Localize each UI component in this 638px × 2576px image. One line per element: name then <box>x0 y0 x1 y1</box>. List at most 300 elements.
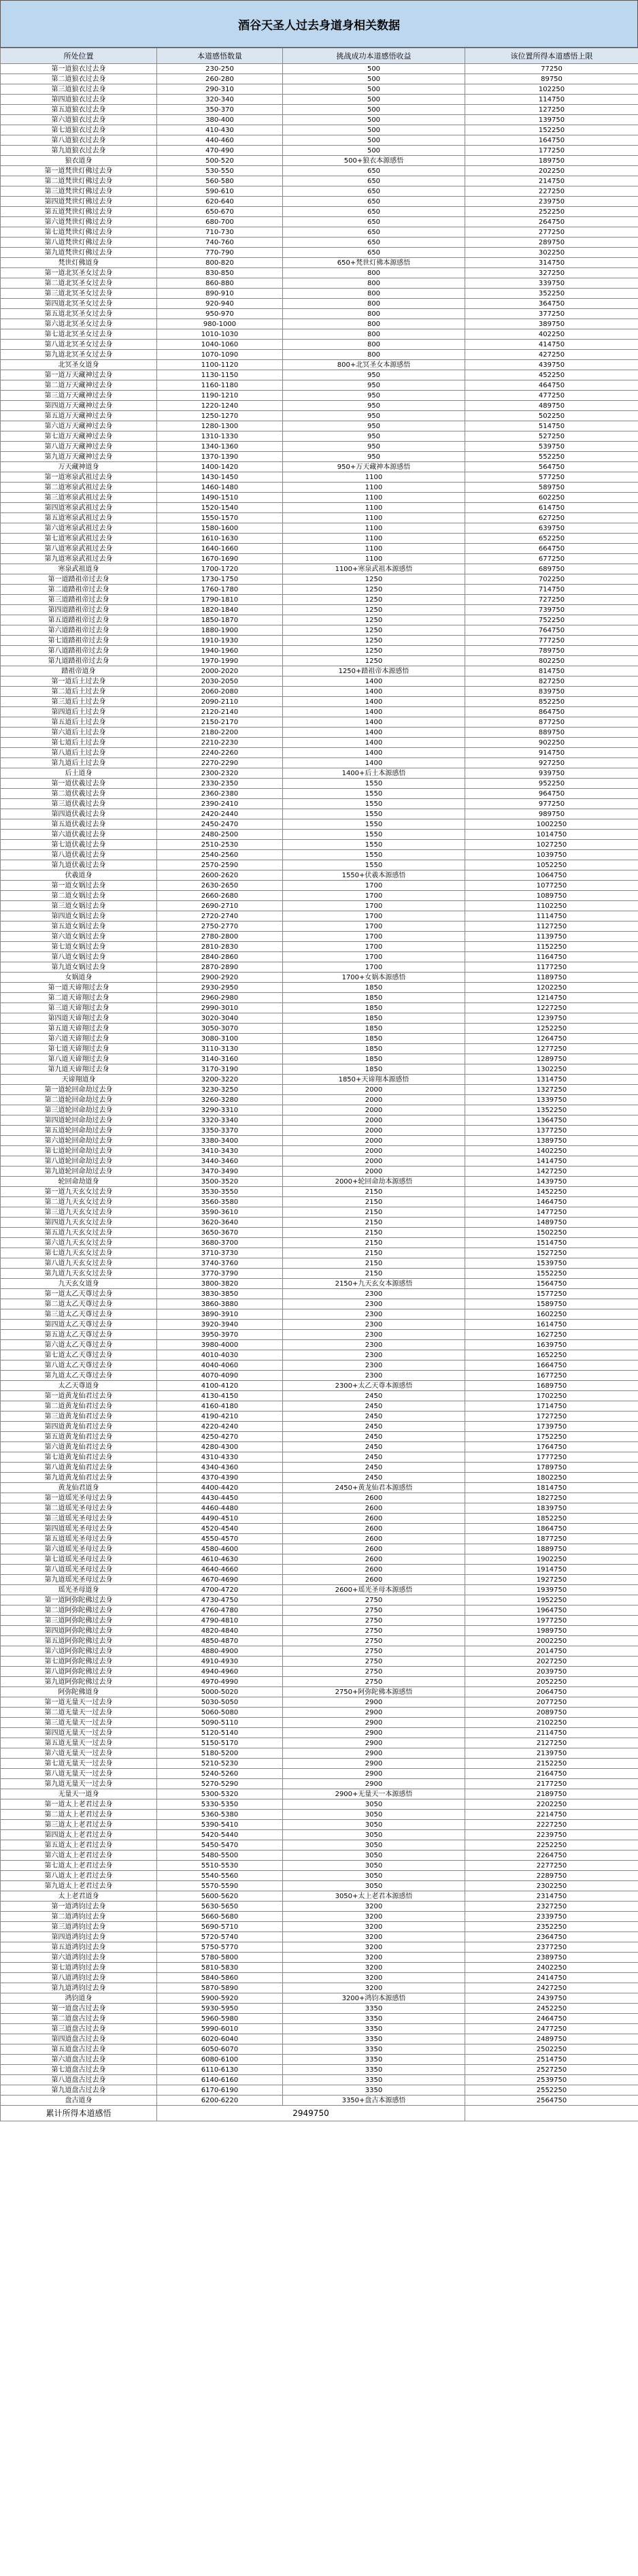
cell-reward: 950 <box>283 431 465 442</box>
cell-cap: 2102250 <box>465 1718 638 1728</box>
cell-count: 1970-1990 <box>157 656 283 666</box>
cell-reward: 2300 <box>283 1320 465 1330</box>
cell-cap: 2477250 <box>465 2024 638 2034</box>
cell-count: 5540-5560 <box>157 1871 283 1881</box>
cell-reward: 3050 <box>283 1881 465 1891</box>
cell-cap: 839750 <box>465 687 638 697</box>
cell-position: 第二道踏祖帝过去身 <box>1 585 157 595</box>
table-row <box>1 1371 638 1381</box>
table-row <box>1 135 638 146</box>
cell-count: 4250-4270 <box>157 1432 283 1442</box>
cell-position: 第六道伏羲过去身 <box>1 830 157 840</box>
cell-reward: 500 <box>283 95 465 105</box>
table-row <box>1 819 638 830</box>
cell-cap: 1314750 <box>465 1075 638 1085</box>
cell-count: 2600-2620 <box>157 870 283 881</box>
cell-position: 第一道北冥圣女过去身 <box>1 268 157 278</box>
cell-reward: 2000 <box>283 1156 465 1167</box>
cell-cap: 2239750 <box>465 1830 638 1840</box>
cell-cap: 2314750 <box>465 1891 638 1902</box>
table-row <box>1 1514 638 1524</box>
cell-cap: 1652250 <box>465 1350 638 1360</box>
table-row <box>1 1013 638 1024</box>
cell-position: 第七道狼衣过去身 <box>1 125 157 135</box>
cell-cap: 864750 <box>465 707 638 717</box>
total-label: 累计所得本道感悟 <box>1 2106 157 2121</box>
cell-reward: 3050 <box>283 1820 465 1830</box>
cell-count: 1130-1150 <box>157 370 283 380</box>
cell-position: 第四道寒泉武祖过去身 <box>1 503 157 513</box>
cell-count: 5990-6010 <box>157 2024 283 2034</box>
cell-position: 第二道狼衣过去身 <box>1 74 157 84</box>
cell-cap: 1777250 <box>465 1452 638 1463</box>
cell-position: 梵世灯佛道身 <box>1 258 157 268</box>
cell-count: 3020-3040 <box>157 1013 283 1024</box>
cell-cap: 2552250 <box>465 2085 638 2096</box>
cell-position: 第四道狼衣过去身 <box>1 95 157 105</box>
cell-reward: 1250 <box>283 646 465 656</box>
table-row <box>1 1697 638 1708</box>
cell-reward: 3200 <box>283 1922 465 1932</box>
cell-count: 3530-3550 <box>157 1187 283 1197</box>
cell-reward: 2300 <box>283 1330 465 1340</box>
cell-position: 第七道踏祖帝过去身 <box>1 636 157 646</box>
cell-count: 3290-3310 <box>157 1105 283 1115</box>
cell-reward: 2000 <box>283 1167 465 1177</box>
cell-count: 5360-5380 <box>157 1810 283 1820</box>
sheet-title: 酒谷天圣人过去身道身相关数据 <box>0 0 638 48</box>
table-row <box>1 1024 638 1034</box>
cell-count: 890-910 <box>157 289 283 299</box>
table-row <box>1 922 638 932</box>
cell-count: 410-430 <box>157 125 283 135</box>
cell-reward: 3200 <box>283 1983 465 1993</box>
cell-cap: 1502250 <box>465 1228 638 1238</box>
cell-reward: 1850 <box>283 1003 465 1013</box>
table-row <box>1 1228 638 1238</box>
cell-position: 第一道万天藏神过去身 <box>1 370 157 380</box>
cell-position: 第一道梵世灯佛过去身 <box>1 166 157 176</box>
table-row <box>1 1810 638 1820</box>
cell-reward: 800 <box>283 329 465 340</box>
table-row <box>1 1207 638 1218</box>
cell-count: 4610-4630 <box>157 1554 283 1565</box>
cell-reward: 1550 <box>283 860 465 870</box>
table-row <box>1 156 638 166</box>
cell-position: 第八道万天藏神过去身 <box>1 442 157 452</box>
cell-reward: 3350 <box>283 2085 465 2096</box>
cell-reward: 500 <box>283 64 465 74</box>
cell-count: 2300-2320 <box>157 768 283 779</box>
table-row <box>1 391 638 401</box>
cell-position: 第九道伏羲过去身 <box>1 860 157 870</box>
cell-count: 920-940 <box>157 299 283 309</box>
cell-position: 第三道太乙天尊过去身 <box>1 1309 157 1320</box>
cell-cap: 1089750 <box>465 891 638 901</box>
cell-cap: 952250 <box>465 779 638 789</box>
table-row <box>1 942 638 952</box>
cell-position: 第四道鸿钧过去身 <box>1 1932 157 1942</box>
table-row <box>1 1136 638 1146</box>
cell-position: 第八道盘古过去身 <box>1 2075 157 2085</box>
cell-cap: 89750 <box>465 74 638 84</box>
cell-count: 2900-2920 <box>157 973 283 983</box>
cell-reward: 1250 <box>283 625 465 636</box>
cell-reward: 3350 <box>283 2044 465 2055</box>
cell-cap: 1252250 <box>465 1024 638 1034</box>
cell-cap: 889750 <box>465 728 638 738</box>
cell-count: 1610-1630 <box>157 534 283 544</box>
table-row <box>1 1126 638 1136</box>
table-row <box>1 1922 638 1932</box>
cell-position: 第六道九天玄女过去身 <box>1 1238 157 1248</box>
cell-reward: 2750+阿弥陀佛本源感悟 <box>283 1687 465 1697</box>
cell-position: 第七道无量天一过去身 <box>1 1759 157 1769</box>
cell-count: 5180-5200 <box>157 1748 283 1759</box>
cell-reward: 950 <box>283 442 465 452</box>
table-row <box>1 646 638 656</box>
cell-cap: 1102250 <box>465 901 638 911</box>
cell-reward: 2750 <box>283 1677 465 1687</box>
cell-count: 2090-2110 <box>157 697 283 707</box>
cell-position: 第三道盘古过去身 <box>1 2024 157 2034</box>
cell-count: 2930-2950 <box>157 983 283 993</box>
table-row <box>1 574 638 585</box>
cell-cap: 752250 <box>465 615 638 625</box>
cell-reward: 1700 <box>283 891 465 901</box>
cell-count: 3140-3160 <box>157 1054 283 1064</box>
cell-cap: 1452250 <box>465 1187 638 1197</box>
cell-count: 3650-3670 <box>157 1228 283 1238</box>
cell-count: 2240-2260 <box>157 748 283 758</box>
cell-position: 第七道盘古过去身 <box>1 2065 157 2075</box>
cell-reward: 1400 <box>283 687 465 697</box>
table-row <box>1 585 638 595</box>
cell-cap: 1927250 <box>465 1575 638 1585</box>
table-row <box>1 329 638 340</box>
cell-reward: 1850 <box>283 993 465 1003</box>
table-row <box>1 1963 638 1973</box>
cell-count: 5000-5020 <box>157 1687 283 1697</box>
cell-position: 第二道北冥圣女过去身 <box>1 278 157 289</box>
cell-count: 2150-2170 <box>157 717 283 728</box>
table-row <box>1 554 638 564</box>
cell-reward: 2150 <box>283 1197 465 1207</box>
cell-count: 4820-4840 <box>157 1626 283 1636</box>
cell-reward: 2150 <box>283 1248 465 1258</box>
total-value: 2949750 <box>157 2106 465 2121</box>
cell-count: 4010-4030 <box>157 1350 283 1360</box>
cell-position: 第二道瑶光圣母过去身 <box>1 1503 157 1514</box>
cell-reward: 2300 <box>283 1360 465 1371</box>
table-row <box>1 687 638 697</box>
cell-position: 第八道轮回命劫过去身 <box>1 1156 157 1167</box>
cell-position: 第八道伏羲过去身 <box>1 850 157 860</box>
cell-cap: 1302250 <box>465 1064 638 1075</box>
cell-position: 第二道轮回命劫过去身 <box>1 1095 157 1105</box>
cell-cap: 2127250 <box>465 1738 638 1748</box>
cell-reward: 2750 <box>283 1626 465 1636</box>
cell-reward: 2750 <box>283 1667 465 1677</box>
cell-reward: 1400 <box>283 676 465 687</box>
cell-position: 第九道女娲过去身 <box>1 962 157 973</box>
cell-position: 第三道踏祖帝过去身 <box>1 595 157 605</box>
cell-count: 380-400 <box>157 115 283 125</box>
cell-count: 2720-2740 <box>157 911 283 922</box>
cell-count: 6110-6130 <box>157 2065 283 2075</box>
cell-reward: 650 <box>283 227 465 238</box>
cell-count: 5630-5650 <box>157 1902 283 1912</box>
table-row <box>1 1718 638 1728</box>
cell-count: 6020-6040 <box>157 2034 283 2044</box>
table-row <box>1 2065 638 2075</box>
cell-cap: 1627250 <box>465 1330 638 1340</box>
cell-cap: 577250 <box>465 472 638 483</box>
cell-reward: 1400+后土本源感悟 <box>283 768 465 779</box>
cell-reward: 2150+九天玄女本源感悟 <box>283 1279 465 1289</box>
cell-cap: 2327250 <box>465 1902 638 1912</box>
cell-count: 2060-2080 <box>157 687 283 697</box>
cell-count: 2570-2590 <box>157 860 283 870</box>
table-row <box>1 411 638 421</box>
cell-position: 第五道太上老君过去身 <box>1 1840 157 1851</box>
table-row <box>1 1616 638 1626</box>
table-row <box>1 1473 638 1483</box>
table-row <box>1 452 638 462</box>
cell-reward: 950 <box>283 391 465 401</box>
table-row <box>1 1034 638 1044</box>
table-row <box>1 1330 638 1340</box>
cell-position: 第九道寒泉武祖过去身 <box>1 554 157 564</box>
table-row <box>1 1156 638 1167</box>
cell-position: 第四道天谛翔过去身 <box>1 1013 157 1024</box>
table-row <box>1 799 638 809</box>
cell-reward: 3200 <box>283 1973 465 1983</box>
table-row <box>1 64 638 74</box>
cell-cap: 877250 <box>465 717 638 728</box>
cell-count: 1730-1750 <box>157 574 283 585</box>
cell-position: 第七道天谛翔过去身 <box>1 1044 157 1054</box>
cell-reward: 3200 <box>283 1912 465 1922</box>
cell-reward: 1100 <box>283 493 465 503</box>
cell-cap: 1877250 <box>465 1534 638 1544</box>
cell-count: 2480-2500 <box>157 830 283 840</box>
table-row <box>1 431 638 442</box>
cell-count: 4670-4690 <box>157 1575 283 1585</box>
cell-position: 第三道梵世灯佛过去身 <box>1 186 157 197</box>
cell-reward: 2600+瑶光圣母本源感悟 <box>283 1585 465 1595</box>
cell-count: 290-310 <box>157 84 283 95</box>
cell-position: 第五道轮回命劫过去身 <box>1 1126 157 1136</box>
table-row <box>1 1728 638 1738</box>
cell-position: 第九道狼衣过去身 <box>1 146 157 156</box>
cell-reward: 2000 <box>283 1136 465 1146</box>
table-row <box>1 268 638 278</box>
cell-position: 第九道黄龙仙君过去身 <box>1 1473 157 1483</box>
cell-count: 5420-5440 <box>157 1830 283 1840</box>
total-blank <box>465 2106 638 2121</box>
table-row <box>1 1360 638 1371</box>
cell-position: 第五道盘古过去身 <box>1 2044 157 2055</box>
cell-position: 第四道太上老君过去身 <box>1 1830 157 1840</box>
cell-cap: 2202250 <box>465 1799 638 1810</box>
cell-reward: 1550 <box>283 850 465 860</box>
table-row <box>1 1789 638 1799</box>
table-row <box>1 186 638 197</box>
cell-count: 4400-4420 <box>157 1483 283 1493</box>
cell-position: 第九道瑶光圣母过去身 <box>1 1575 157 1585</box>
cell-position: 第七道阿弥陀佛过去身 <box>1 1657 157 1667</box>
table-row <box>1 493 638 503</box>
cell-cap: 2039750 <box>465 1667 638 1677</box>
cell-count: 320-340 <box>157 95 283 105</box>
table-row <box>1 758 638 768</box>
cell-position: 第五道伏羲过去身 <box>1 819 157 830</box>
cell-reward: 2600 <box>283 1503 465 1514</box>
cell-position: 鸿钧道身 <box>1 1993 157 2004</box>
cell-count: 4760-4780 <box>157 1605 283 1616</box>
cell-count: 4700-4720 <box>157 1585 283 1595</box>
cell-reward: 1100 <box>283 544 465 554</box>
table-row <box>1 248 638 258</box>
cell-position: 后土道身 <box>1 768 157 779</box>
cell-count: 950-970 <box>157 309 283 319</box>
cell-cap: 1402250 <box>465 1146 638 1156</box>
cell-position: 第四道踏祖帝过去身 <box>1 605 157 615</box>
cell-position: 第六道阿弥陀佛过去身 <box>1 1646 157 1657</box>
cell-count: 4460-4480 <box>157 1503 283 1514</box>
cell-reward: 1100 <box>283 523 465 534</box>
cell-position: 轮回命劫道身 <box>1 1177 157 1187</box>
cell-cap: 964750 <box>465 789 638 799</box>
cell-reward: 3050 <box>283 1871 465 1881</box>
cell-cap: 1839750 <box>465 1503 638 1514</box>
cell-reward: 500 <box>283 105 465 115</box>
cell-position: 第八道无量天一过去身 <box>1 1769 157 1779</box>
cell-position: 第九道北冥圣女过去身 <box>1 350 157 360</box>
cell-reward: 1100 <box>283 513 465 523</box>
cell-count: 3590-3610 <box>157 1207 283 1218</box>
cell-cap: 1614750 <box>465 1320 638 1330</box>
cell-reward: 2900 <box>283 1769 465 1779</box>
cell-cap: 452250 <box>465 370 638 380</box>
table-row <box>1 1524 638 1534</box>
table-row <box>1 1973 638 1983</box>
cell-position: 第七道寒泉武祖过去身 <box>1 534 157 544</box>
cell-reward: 3050 <box>283 1851 465 1861</box>
cell-position: 第二道太乙天尊过去身 <box>1 1299 157 1309</box>
cell-count: 560-580 <box>157 176 283 186</box>
cell-reward: 2000 <box>283 1115 465 1126</box>
cell-position: 天谛翔道身 <box>1 1075 157 1085</box>
cell-reward: 3350 <box>283 2004 465 2014</box>
table-row <box>1 728 638 738</box>
cell-position: 第六道瑶光圣母过去身 <box>1 1544 157 1554</box>
cell-cap: 939750 <box>465 768 638 779</box>
cell-position: 第一道无量天一过去身 <box>1 1697 157 1708</box>
cell-position: 寒泉武祖道身 <box>1 564 157 574</box>
cell-reward: 800 <box>283 289 465 299</box>
table-row <box>1 2004 638 2014</box>
cell-cap: 2227250 <box>465 1820 638 1830</box>
cell-reward: 3050 <box>283 1799 465 1810</box>
cell-reward: 3050+太上老君本源感悟 <box>283 1891 465 1902</box>
table-row <box>1 962 638 973</box>
cell-reward: 1400 <box>283 707 465 717</box>
cell-cap: 2089750 <box>465 1708 638 1718</box>
cell-count: 2180-2200 <box>157 728 283 738</box>
cell-count: 4490-4510 <box>157 1514 283 1524</box>
cell-reward: 2600 <box>283 1524 465 1534</box>
cell-position: 第九道无量天一过去身 <box>1 1779 157 1789</box>
cell-cap: 1464750 <box>465 1197 638 1207</box>
table-row <box>1 973 638 983</box>
cell-position: 第一道天谛翔过去身 <box>1 983 157 993</box>
table-row <box>1 870 638 881</box>
cell-cap: 2214750 <box>465 1810 638 1820</box>
cell-cap: 1552250 <box>465 1269 638 1279</box>
cell-cap: 1277250 <box>465 1044 638 1054</box>
cell-cap: 1164750 <box>465 952 638 962</box>
cell-position: 第四道盘古过去身 <box>1 2034 157 2044</box>
cell-count: 3230-3250 <box>157 1085 283 1095</box>
cell-count: 4160-4180 <box>157 1401 283 1412</box>
cell-cap: 689750 <box>465 564 638 574</box>
cell-position: 第八道太乙天尊过去身 <box>1 1360 157 1371</box>
cell-position: 第二道九天玄女过去身 <box>1 1197 157 1207</box>
cell-count: 5450-5470 <box>157 1840 283 1851</box>
table-row <box>1 1708 638 1718</box>
table-row <box>1 1544 638 1554</box>
cell-cap: 802250 <box>465 656 638 666</box>
cell-reward: 2450 <box>283 1463 465 1473</box>
table-row <box>1 2044 638 2055</box>
cell-position: 第二道天谛翔过去身 <box>1 993 157 1003</box>
cell-position: 第二道无量天一过去身 <box>1 1708 157 1718</box>
cell-count: 3350-3370 <box>157 1126 283 1136</box>
cell-position: 第一道伏羲过去身 <box>1 779 157 789</box>
cell-count: 4640-4660 <box>157 1565 283 1575</box>
cell-position: 第六道盘古过去身 <box>1 2055 157 2065</box>
table-row <box>1 1565 638 1575</box>
cell-reward: 2900 <box>283 1728 465 1738</box>
table-row <box>1 544 638 554</box>
cell-position: 第三道万天藏神过去身 <box>1 391 157 401</box>
cell-count: 1850-1870 <box>157 615 283 625</box>
table-row <box>1 1840 638 1851</box>
cell-count: 4040-4060 <box>157 1360 283 1371</box>
table-row <box>1 1105 638 1115</box>
cell-cap: 139750 <box>465 115 638 125</box>
cell-position: 第八道九天玄女过去身 <box>1 1258 157 1269</box>
table-row <box>1 523 638 534</box>
cell-reward: 500 <box>283 125 465 135</box>
cell-reward: 1250 <box>283 574 465 585</box>
cell-position: 第三道太上老君过去身 <box>1 1820 157 1830</box>
cell-count: 3470-3490 <box>157 1167 283 1177</box>
cell-cap: 1477250 <box>465 1207 638 1218</box>
cell-reward: 800 <box>283 299 465 309</box>
cell-position: 第九道盘古过去身 <box>1 2085 157 2096</box>
cell-count: 2990-3010 <box>157 1003 283 1013</box>
cell-position: 第五道天谛翔过去身 <box>1 1024 157 1034</box>
cell-count: 3830-3850 <box>157 1289 283 1299</box>
cell-count: 440-460 <box>157 135 283 146</box>
cell-position: 第八道梵世灯佛过去身 <box>1 238 157 248</box>
table-row <box>1 1820 638 1830</box>
cell-reward: 2600 <box>283 1493 465 1503</box>
cell-cap: 1027250 <box>465 840 638 850</box>
